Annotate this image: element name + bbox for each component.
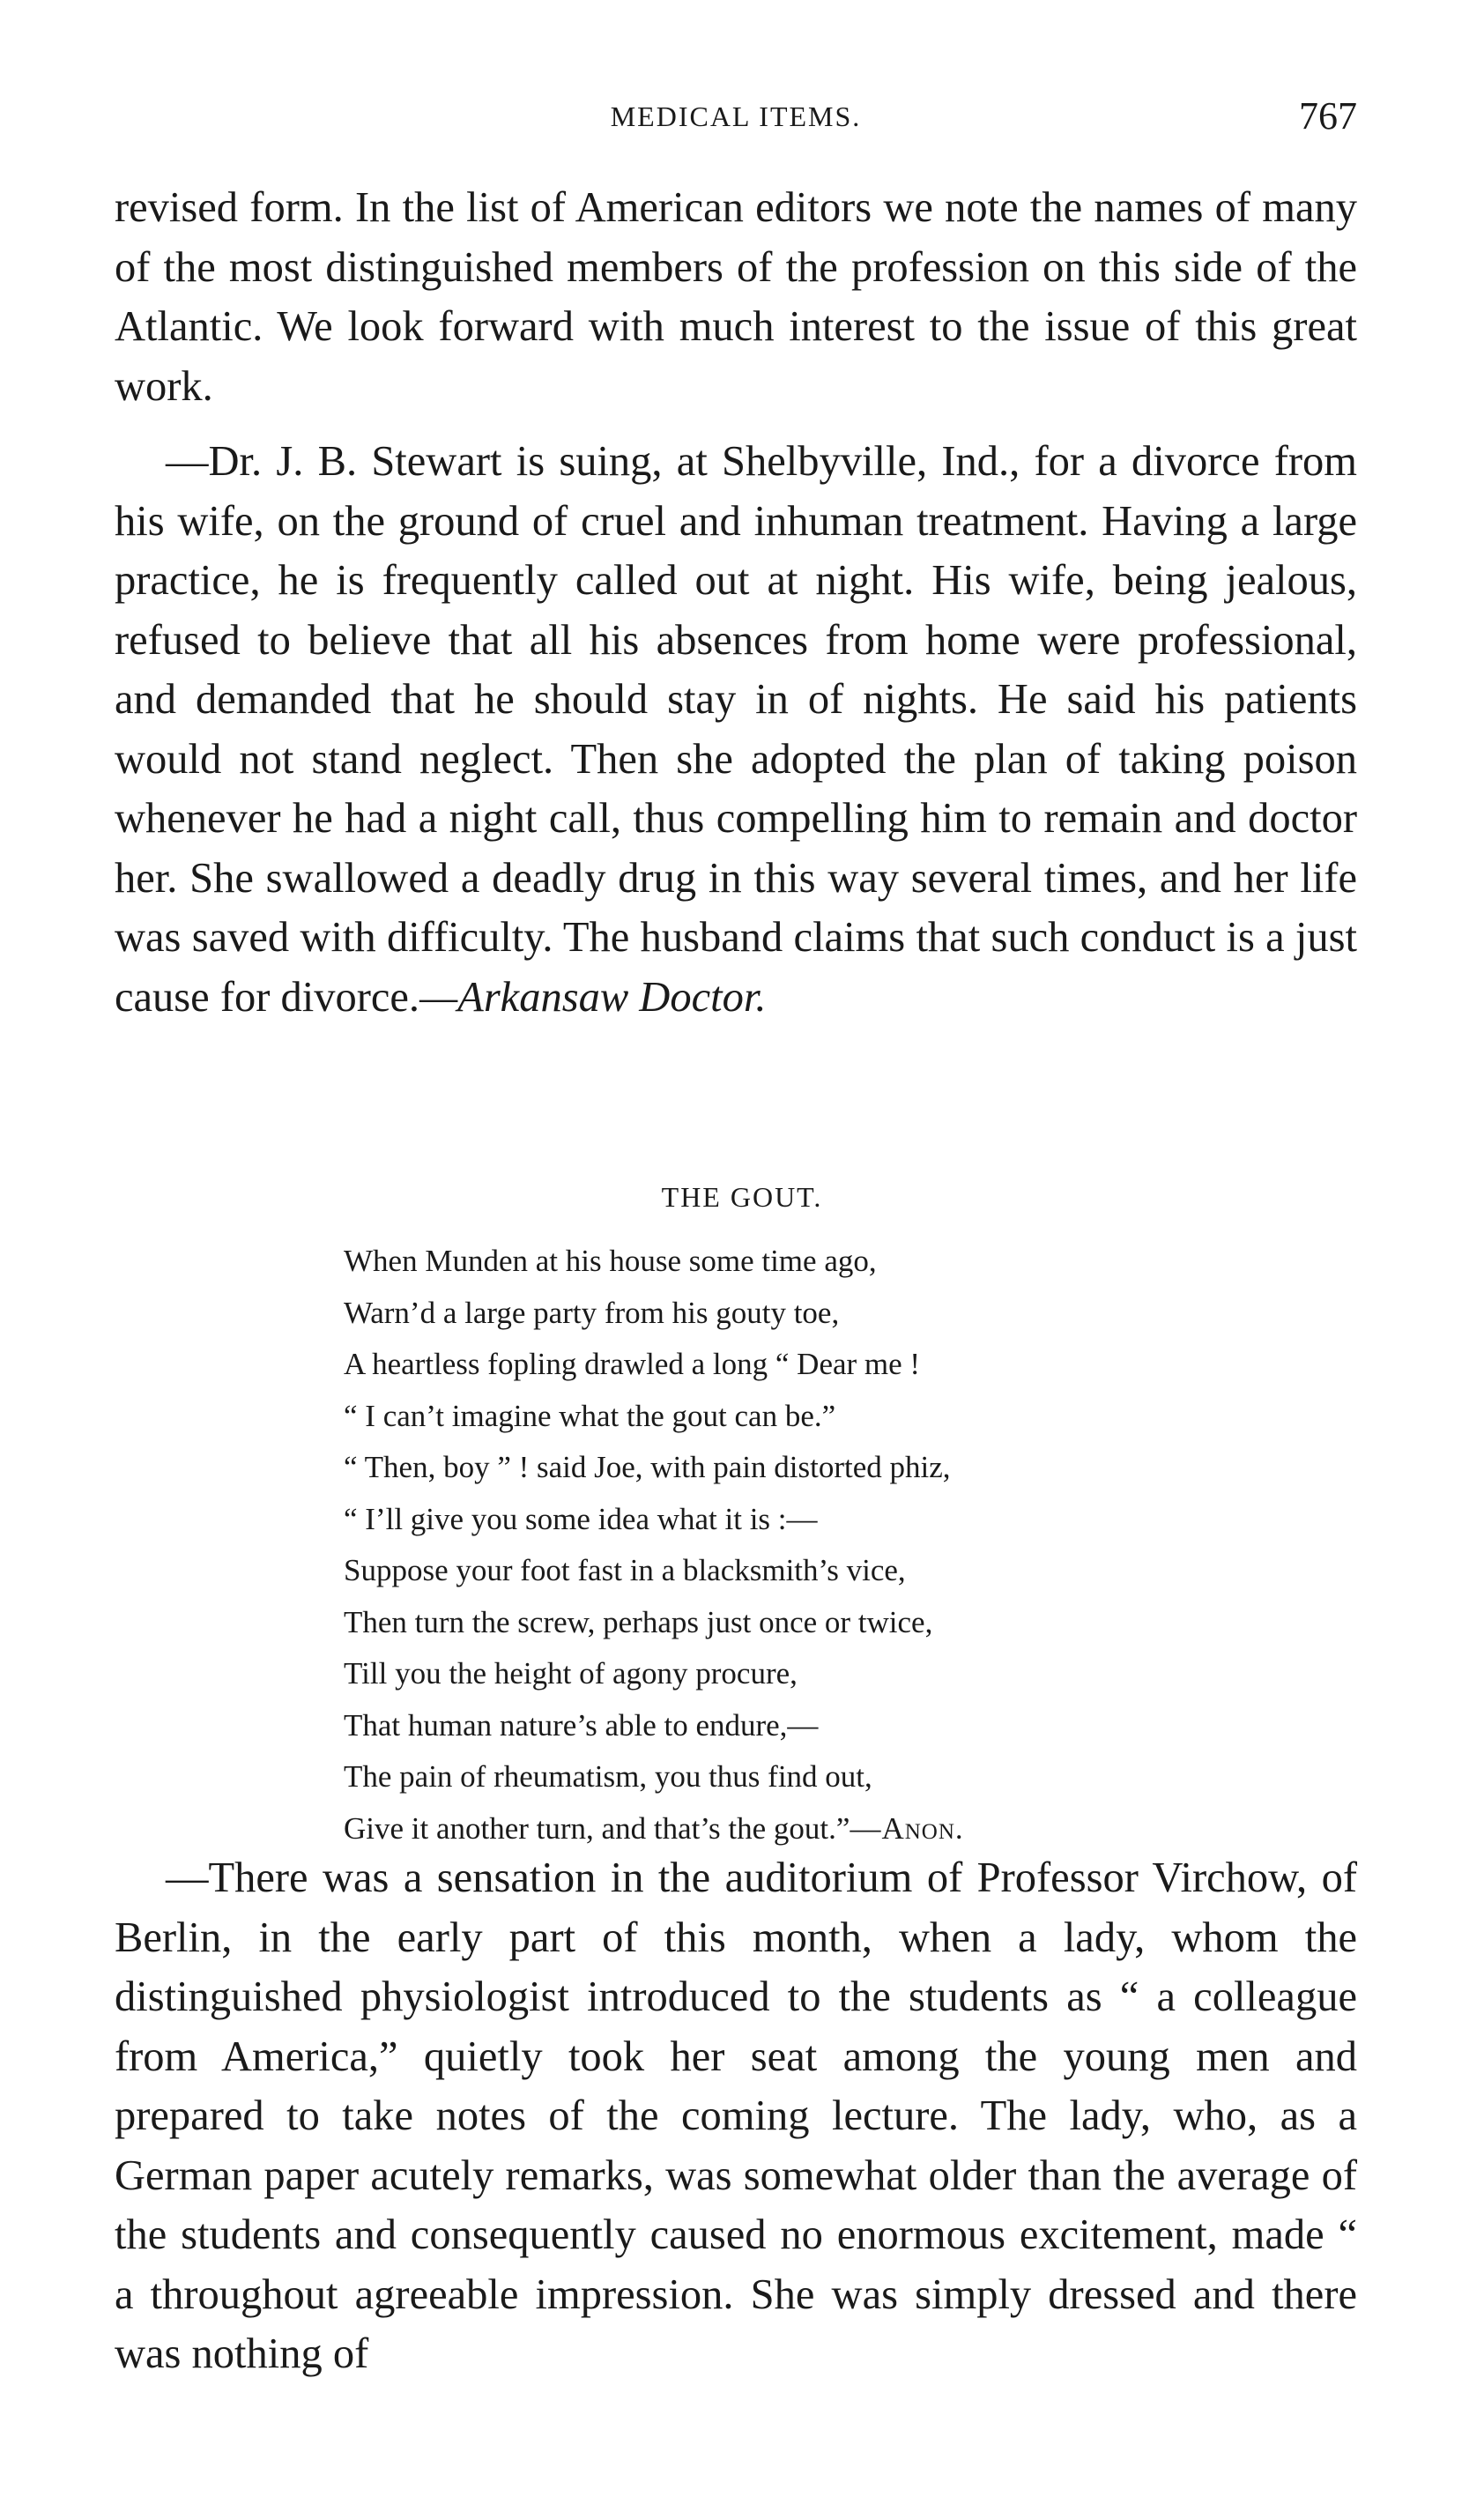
poem-line: Suppose your foot fast in a blacksmith’s vice,	[344, 1553, 906, 1587]
poem-title: THE GOUT.	[661, 1181, 823, 1213]
paragraph-continued: revised form. In the list of American editors we note the names of many of the most distinguished members of the profession on this side of the Atlantic. We look forward with much interest to the issue of this great work.	[115, 184, 1357, 410]
poem-line: When Munden at his house some time ago,	[344, 1244, 877, 1278]
poem-line: Then turn the screw, perhaps just once or twice,	[344, 1604, 933, 1639]
poem-line-text: Give it another turn, and that’s the gout.”	[344, 1810, 850, 1846]
poem-line: That human nature’s able to endure,—	[344, 1707, 819, 1743]
poem-line: “ I can’t imagine what the gout can be.”	[344, 1398, 836, 1433]
poem-line: A heartless fopling drawled a long “ Dear me !	[344, 1347, 921, 1381]
source-attribution: —Arkansaw Doctor.	[419, 973, 767, 1021]
poem-attribution: —Anon.	[850, 1810, 964, 1846]
poem-line: The pain of rheumatism, you thus find out,	[344, 1759, 872, 1794]
poem-line: “ I’ll give you some idea what it is :—	[344, 1501, 818, 1536]
paragraph-stewart-text: —Dr. J. B. Stewart is suing, at Shelbyville, Ind., for a divorce from his wife, on the ground of cruel and inhuman treatment. Having a large practice, he is frequently called out at night. His wife, being jealous, refused to believe that all his absences from home were professional, and demanded that he should stay in of nights. He said his patients would not stand neglect. Then she adopted the plan of taking poison whenever he had a night call, thus compelling him to remain and doctor her. She swallowed a deadly drug in this way several times, and her life was saved with difficulty. The husband claims that such conduct is a just cause for divorce.	[115, 438, 1357, 1021]
poem-line-last	[344, 1803, 1225, 1855]
poem-line: Warn’d a large party from his gouty toe,	[344, 1295, 840, 1330]
page-number: 767	[1299, 94, 1357, 137]
poem-line: “ Then, boy ” ! said Joe, with pain distorted phiz,	[344, 1450, 951, 1484]
running-head	[115, 93, 1357, 146]
running-title: MEDICAL ITEMS.	[610, 100, 862, 132]
paragraph-virchow: —There was a sensation in the auditorium of Professor Virchow, of Berlin, in the early part of this month, when a lady, whom the distinguished physiologist introduced to the students as “ a colleague from America,” quietly took her seat among the young men and prepared to take notes of the coming lecture. The lady, who, as a German paper acutely remarks, was somewhat older than the average of the students and consequently caused no enormous excitement, made “ a throughout agreeable impression. She was simply dressed and there was nothing of	[115, 1854, 1357, 2377]
poem	[344, 1236, 1225, 1854]
poem-line: Till you the height of agony procure,	[344, 1656, 798, 1691]
paragraph-stewart-divorce	[115, 432, 1357, 1027]
